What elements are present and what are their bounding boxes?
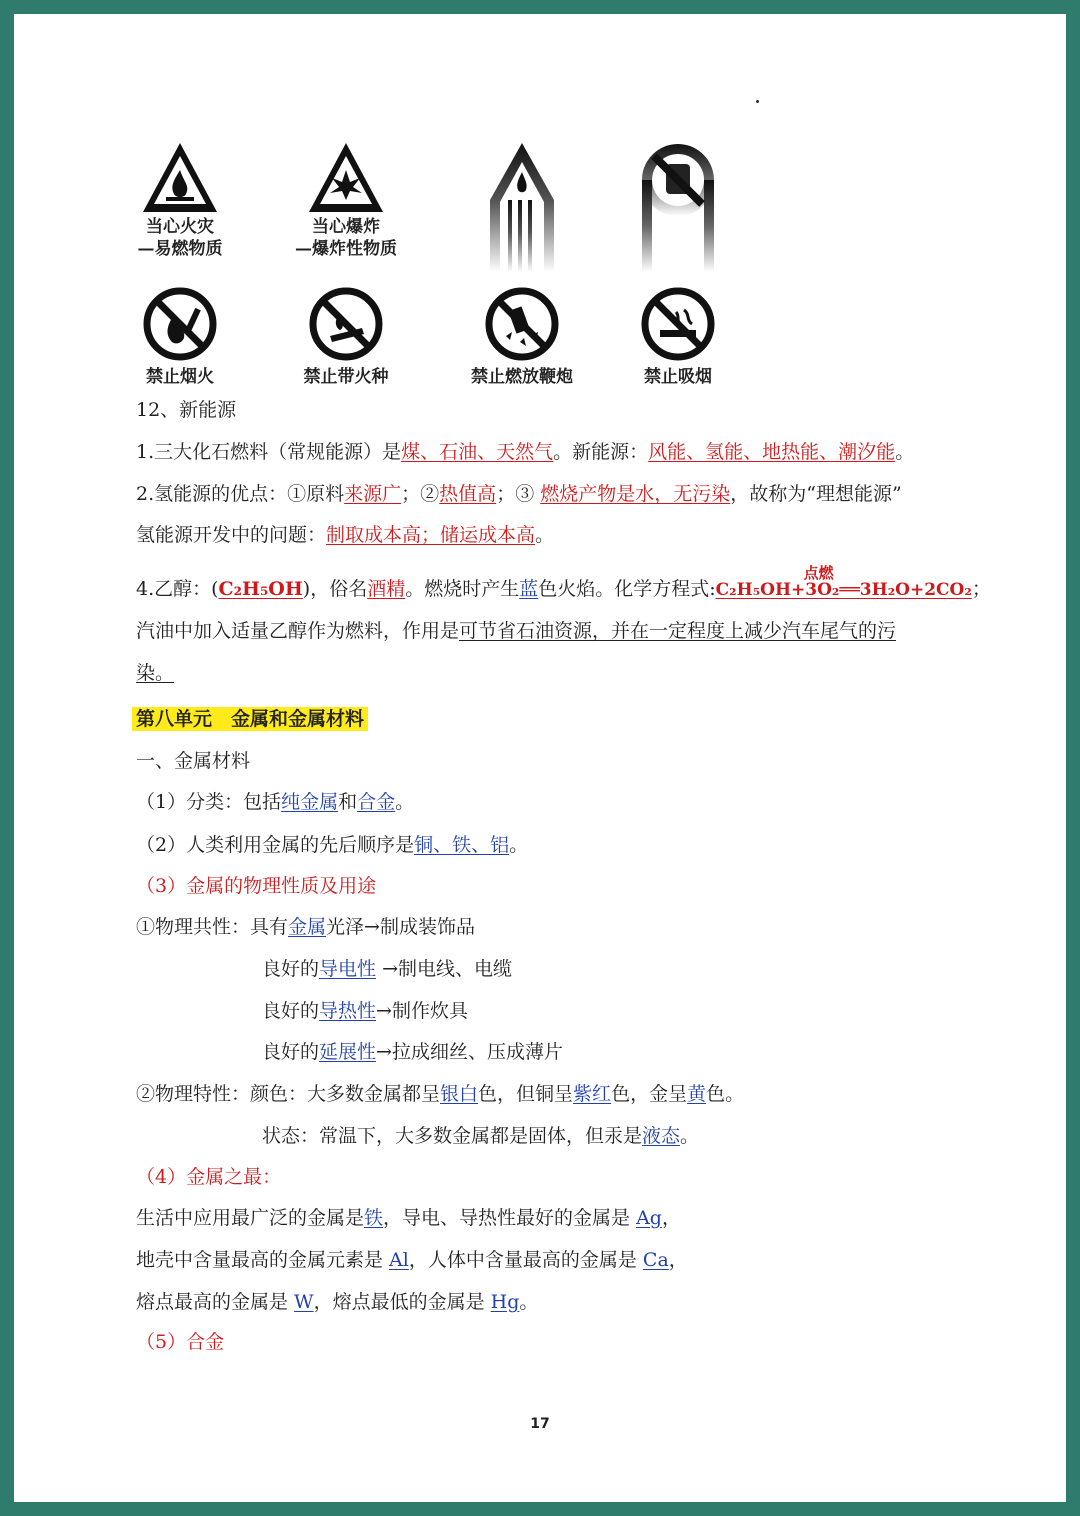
answer: 来源广 [344,483,402,505]
answer: 金属 [288,916,327,938]
text: ；③ [496,483,541,505]
text: →拉成细丝、压成薄片 [376,1041,563,1063]
text: 良好的 [262,1041,320,1063]
reaction-condition: 点燃 [803,564,834,582]
text: ①物理共性：具有 [136,916,289,938]
answer: 燃烧产物是水，无污染 [540,483,731,505]
answer: 蓝 [519,578,539,600]
line-gasoline-ethanol-cont [136,660,174,686]
text: ； [971,578,991,600]
answer: 酒精 [367,578,406,600]
sign-fire-warning [100,140,260,260]
heading-physical-properties [136,873,376,899]
text: 色火焰。化学方程式: [538,578,716,600]
text: ②物理特性：颜色：大多数金属都呈 [136,1083,441,1105]
answer: 导电性 [319,958,377,980]
text: ， [668,1249,688,1271]
line-thermal [262,998,468,1024]
section-heading-new-energy [136,397,236,423]
text: ，人体中含量最高的金属是 [408,1249,643,1271]
text: 和 [338,791,358,813]
line-superlative-3 [136,1289,538,1315]
explosion-warning-icon [306,140,386,216]
sign-caption: 禁止带火种 [303,367,389,387]
text: 汽油中加入适量乙醇作为燃料，作用是 [136,620,460,642]
page-number: 17 [530,1416,550,1432]
line-gasoline-ethanol [136,618,896,644]
no-kindling-icon [308,286,384,362]
text: 状态：常温下，大多数金属都是固体，但汞是 [262,1125,643,1147]
line-ductility [262,1039,563,1065]
answer: 合金 [357,791,396,813]
line-superlative-2 [136,1247,688,1273]
unit-title-text: 第八单元 金属和金属材料 [132,707,368,731]
line-fossil-fuels [136,439,914,465]
text: ，导电、导热性最好的金属是 [383,1207,637,1229]
text: （1）分类：包括 [136,791,282,813]
answer: 风能、氢能、地热能、潮汐能 [648,441,896,463]
line-state [262,1123,699,1149]
document-page [14,14,1066,1502]
sign-explosion-warning [266,140,426,260]
text: 1.三大化石燃料（常规能源）是 [136,441,402,463]
sign-caption-2: —易燃物质 [137,239,223,259]
sign-flammable-faded [442,140,602,272]
answer: Hg [490,1291,520,1313]
answer: Ca [642,1249,669,1271]
sign-caption-1: 当心火灾 [146,217,214,237]
text: 地壳中含量最高的金属元素是 [136,1249,390,1271]
text: 光泽→制成装饰品 [326,916,475,938]
text: 。 [395,791,415,813]
text: 色，金呈 [611,1083,688,1105]
answer: 热值高 [439,483,497,505]
text: 色。 [706,1083,745,1105]
answer: 液态 [642,1125,681,1147]
line-superlative-1 [136,1205,681,1231]
answer: 纯金属 [281,791,339,813]
text: 2.氢能源的优点：①原料 [136,483,345,505]
line-hydrogen-problems [136,522,554,548]
unit-title [132,706,368,732]
flame-warning-icon [140,140,220,216]
heading-text: 12、新能源 [136,399,237,421]
text: （4）金属之最： [136,1166,282,1188]
no-fire-icon [142,286,218,362]
answer: 延展性 [319,1041,377,1063]
flammable-triangle-icon [482,140,562,272]
subsection-metal-materials [136,748,250,774]
text: 4.乙醇：( [136,578,219,600]
text: （2）人类利用金属的先后顺序是 [136,834,415,856]
text: ，故称为“理想能源” [730,483,902,505]
text: 生活中应用最广泛的金属是 [136,1207,365,1229]
text: )，俗名 [302,578,368,600]
answer: 黄 [687,1083,707,1105]
text: 。 [535,524,555,546]
text: →制电线、电缆 [376,958,512,980]
answer: 制取成本高；储运成本高 [326,524,536,546]
no-smoking-icon [640,286,716,362]
no-firecrackers-icon [484,286,560,362]
line-classification [136,789,414,815]
line-hydrogen-advantages [136,481,902,507]
sign-no-smoking [598,286,758,388]
answer: 铜、铁、铝 [414,834,510,856]
line-conductivity [262,956,512,982]
equation-text: C₂H₅OH+3O₂══3H₂O+2CO₂ [715,580,972,600]
answer: 可节省石油资源，并在一定程度上减少汽车尾气的污 [459,620,897,642]
text: （3）金属的物理性质及用途 [136,875,377,897]
answer: 紫红 [573,1083,612,1105]
text: 熔点最高的金属是 [136,1291,295,1313]
text: ；② [401,483,440,505]
text: 良好的 [262,1000,320,1022]
answer: Al [389,1249,409,1271]
text: →制作炊具 [376,1000,468,1022]
answer: 导热性 [319,1000,377,1022]
text: 一、金属材料 [136,750,251,772]
text: （5）合金 [136,1331,225,1353]
sign-caption-2: —爆炸性物质 [295,239,397,259]
text: ，熔点最低的金属是 [313,1291,491,1313]
text: 氢能源开发中的问题： [136,524,327,546]
heading-metal-superlatives [136,1164,281,1190]
sign-no-firecrackers [442,286,602,388]
answer: 铁 [364,1207,384,1229]
line-usage-order [136,832,528,858]
speck [756,100,759,103]
sign-caption: 禁止燃放鞭炮 [471,367,573,387]
answer: 银白 [440,1083,479,1105]
text: 。燃烧时产生 [405,578,520,600]
text: 。 [519,1291,539,1313]
sign-prohibition-faded [598,140,758,272]
answer: Ag [636,1207,662,1229]
no-stacking-icon [638,140,718,272]
line-ethanol [136,564,991,603]
text: 色，但铜呈 [478,1083,574,1105]
sign-caption: 禁止烟火 [146,367,214,387]
text: 。 [680,1125,700,1147]
heading-alloys [136,1329,224,1355]
text: 。新能源： [553,441,649,463]
text: 。 [509,834,529,856]
sign-caption: 禁止吸烟 [644,367,712,387]
text: 良好的 [262,958,320,980]
answer: 染。 [136,662,175,684]
formula: C₂H₅OH [218,578,303,600]
sign-no-kindling [266,286,426,388]
answer: 煤、石油、天然气 [401,441,554,463]
line-common-luster [136,914,475,940]
sign-no-fire [100,286,260,388]
answer: W [294,1291,314,1313]
line-colors [136,1081,744,1107]
equation [715,564,972,603]
text: 。 [895,441,915,463]
text: ， [661,1207,681,1229]
sign-caption-1: 当心爆炸 [312,217,380,237]
